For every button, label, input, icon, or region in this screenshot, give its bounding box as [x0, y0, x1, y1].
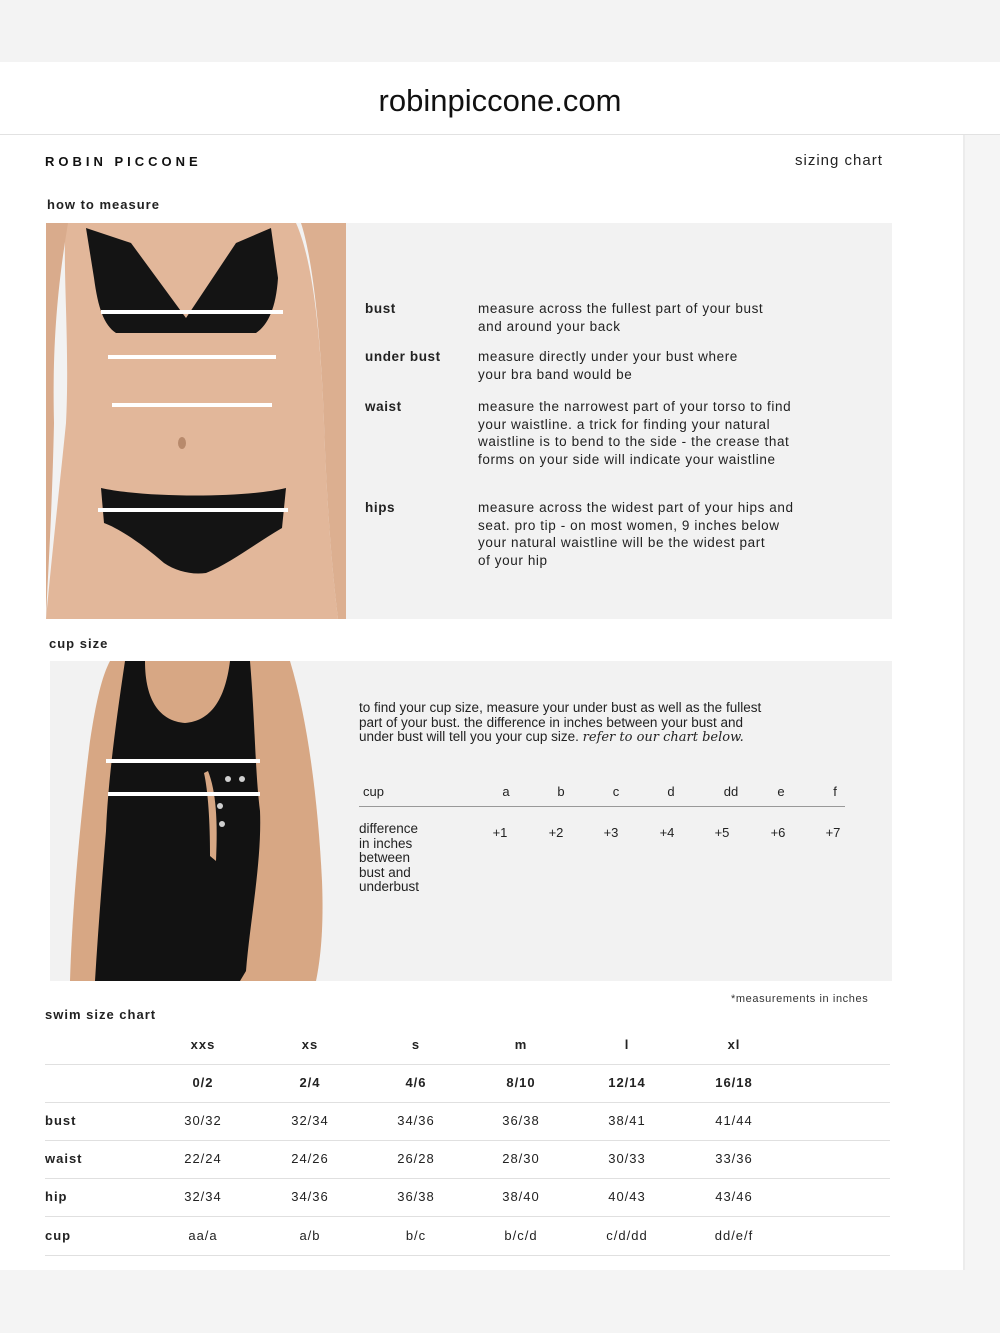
desc-line: waistline is to bend to the side - the crease that — [478, 434, 790, 449]
desc-line: seat. pro tip - on most women, 9 inches below — [478, 517, 780, 533]
cup-letter: c — [612, 784, 620, 799]
cup-row — [45, 1217, 890, 1256]
table-cell: 24/26 — [291, 1151, 329, 1166]
swim-size-chart-heading: swim size chart — [45, 1007, 157, 1022]
under-bust-measure-line — [108, 792, 260, 796]
measure-desc — [478, 398, 853, 468]
size-letter-row — [45, 1026, 890, 1065]
table-cell: 22/24 — [184, 1151, 222, 1166]
cup-letter: e — [777, 784, 785, 799]
bust-measure-line — [106, 759, 260, 763]
table-cell: a/b — [299, 1228, 321, 1243]
difference-label — [359, 822, 469, 895]
measure-label: hips — [365, 500, 396, 515]
cup-letter: a — [502, 784, 510, 799]
cup-letter: f — [833, 784, 837, 799]
measure-desc — [478, 348, 853, 383]
measurements-note: *measurements in inches — [731, 993, 869, 1005]
measure-desc — [478, 499, 853, 569]
cup-size-intro — [359, 701, 859, 746]
hip-row — [45, 1178, 890, 1217]
table-cell: 43/46 — [715, 1189, 753, 1204]
table-cell: 32/34 — [291, 1113, 329, 1128]
table-cell: xl — [727, 1037, 741, 1052]
table-cell: 2/4 — [299, 1075, 321, 1090]
table-cell: 38/41 — [608, 1113, 646, 1128]
row-label: waist — [45, 1151, 83, 1166]
under-bust-measure-line — [108, 355, 276, 359]
cup-difference: +4 — [659, 825, 675, 840]
label-line: in inches — [359, 835, 413, 851]
cup-letter: b — [557, 784, 565, 799]
table-cell: s — [411, 1037, 421, 1052]
table-cell: 4/6 — [405, 1075, 427, 1090]
cup-difference: +6 — [770, 825, 786, 840]
label-line: between — [359, 850, 411, 865]
table-cell: xs — [301, 1037, 319, 1052]
cup-header-label: cup — [363, 784, 384, 799]
table-cell: 8/10 — [506, 1075, 536, 1090]
measure-label: under bust — [365, 349, 441, 364]
intro-line — [359, 730, 859, 746]
row-label: bust — [45, 1113, 77, 1128]
desc-line: forms on your side will indicate your waistline — [478, 451, 776, 467]
swimsuit-model-illustration — [50, 661, 330, 981]
size-number-row — [45, 1064, 890, 1103]
table-cell: 33/36 — [715, 1151, 753, 1166]
table-cell: b/c/d — [504, 1228, 538, 1243]
table-cell: 38/40 — [502, 1189, 540, 1204]
row-label: cup — [45, 1228, 72, 1243]
desc-line: measure across the fullest part of your bust — [478, 301, 764, 316]
table-cell: 41/44 — [715, 1113, 753, 1128]
bust-row — [45, 1102, 890, 1141]
intro-line: to find your cup size, measure your under bust as well as the fullest — [359, 700, 762, 715]
table-cell: m — [514, 1037, 528, 1052]
table-cell: 26/28 — [397, 1151, 435, 1166]
table-cell: l — [624, 1037, 630, 1052]
table-cell: 30/33 — [608, 1151, 646, 1166]
measure-desc — [478, 300, 853, 335]
cup-difference: +2 — [548, 825, 564, 840]
table-cell: 36/38 — [502, 1113, 540, 1128]
table-cell: 28/30 — [502, 1151, 540, 1166]
swimsuit-model-photo — [50, 661, 330, 981]
intro-line: part of your bust. the difference in inches between your bust and — [359, 714, 743, 730]
desc-line: your bra band would be — [478, 366, 633, 382]
bikini-model-illustration — [46, 223, 346, 619]
cup-difference: +7 — [825, 825, 841, 840]
table-cell: 32/34 — [184, 1189, 222, 1204]
table-cell: 34/36 — [397, 1113, 435, 1128]
cup-letter: dd — [723, 784, 739, 799]
intro-italic-text: refer to our chart below. — [582, 730, 744, 745]
cup-size-heading: cup size — [49, 636, 109, 651]
cup-letter: d — [667, 784, 675, 799]
table-cell: 30/32 — [184, 1113, 222, 1128]
label-line: difference — [359, 821, 419, 836]
table-cell: 36/38 — [397, 1189, 435, 1204]
measure-label: waist — [365, 399, 402, 414]
table-cell: b/c — [405, 1228, 427, 1243]
waist-row — [45, 1140, 890, 1179]
bust-measure-line — [101, 310, 283, 314]
table-cell: 34/36 — [291, 1189, 329, 1204]
table-cell: 16/18 — [715, 1075, 753, 1090]
top-strip — [0, 0, 1000, 62]
table-cell: 12/14 — [608, 1075, 646, 1090]
desc-line: and around your back — [478, 318, 621, 334]
cup-table-header — [359, 780, 845, 807]
table-cell: 40/43 — [608, 1189, 646, 1204]
how-to-measure-heading: how to measure — [47, 197, 160, 212]
desc-line: of your hip — [478, 552, 548, 568]
cup-difference: +3 — [603, 825, 619, 840]
cup-difference: +5 — [714, 825, 730, 840]
desc-line: your waistline. a trick for finding your natural — [478, 416, 771, 432]
desc-line: measure across the widest part of your hips and — [478, 500, 794, 515]
measure-label: bust — [365, 301, 396, 316]
page-edge — [963, 135, 965, 1270]
waist-measure-line — [112, 403, 272, 407]
intro-text: under bust will tell you your cup size. — [359, 729, 579, 744]
table-cell: c/d/dd — [606, 1228, 648, 1243]
desc-line: measure directly under your bust where — [478, 349, 738, 364]
bikini-model-photo — [46, 223, 346, 619]
brand-logo: ROBIN PICCONE — [45, 154, 202, 169]
cup-difference: +1 — [492, 825, 508, 840]
table-cell: aa/a — [188, 1228, 218, 1243]
bottom-strip — [0, 1270, 1000, 1333]
label-line: underbust — [359, 879, 420, 894]
row-label: hip — [45, 1189, 68, 1204]
page-title: sizing chart — [795, 152, 883, 169]
table-cell: xxs — [190, 1037, 216, 1052]
table-cell: dd/e/f — [714, 1228, 754, 1243]
hips-measure-line — [98, 508, 288, 512]
label-line: bust and — [359, 864, 411, 880]
desc-line: your natural waistline will be the widest part — [478, 535, 766, 550]
table-cell: 0/2 — [192, 1075, 214, 1090]
desc-line: measure the narrowest part of your torso to find — [478, 399, 792, 414]
url-text[interactable]: robinpiccone.com — [378, 83, 622, 118]
